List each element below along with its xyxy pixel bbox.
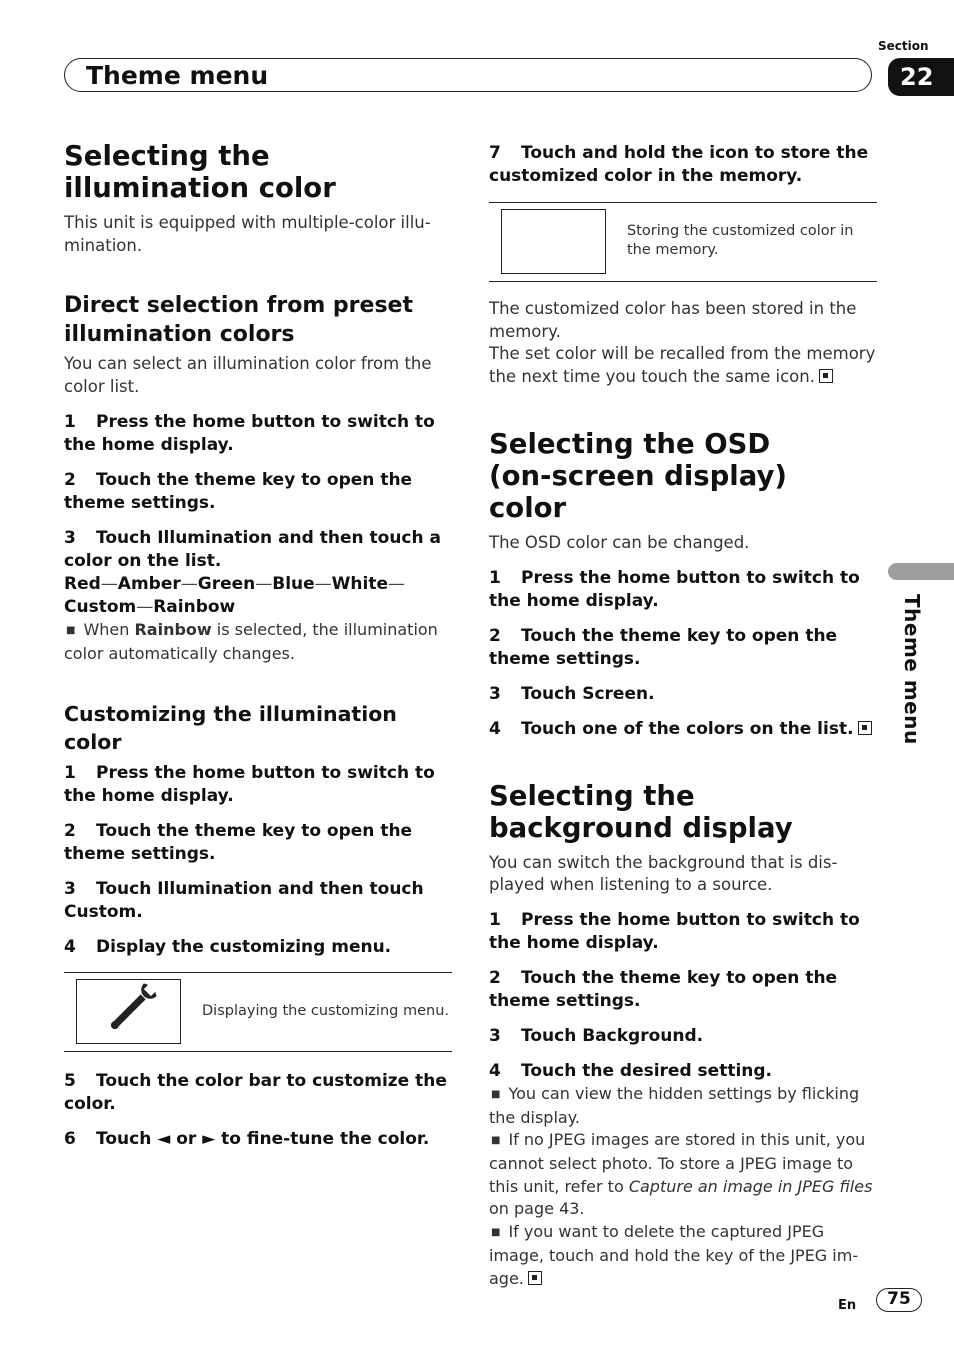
- direct-step-3: 3 Touch Illumination and then touch a color on the list.: [64, 527, 441, 571]
- background-step-4: 4 Touch the desired setting.: [489, 1060, 772, 1081]
- side-tab-marker: [888, 563, 954, 580]
- customizing-menu-figure: [64, 972, 452, 1052]
- custom-step-4: 4 Display the customizing menu.: [64, 937, 392, 958]
- left-column: [64, 140, 452, 1151]
- direct-selection-heading: Direct selection from preset illumination colors: [64, 293, 413, 348]
- page-header-title: Theme menu: [86, 61, 269, 90]
- background-step-1: 1 Press the home button to switch to the home display.: [489, 909, 860, 953]
- section-label: Section: [878, 39, 929, 53]
- osd-step-1: 1 Press the home button to switch to the home display.: [489, 567, 860, 611]
- osd-step-4: 4 Touch one of the colors on the list.: [489, 718, 877, 741]
- background-step-2: 2 Touch the theme key to open the theme settings.: [489, 967, 838, 1011]
- osd-title: Selecting the OSD (on-screen display) color: [489, 427, 787, 524]
- custom-step-2: 2 Touch the theme key to open the theme settings.: [64, 821, 413, 865]
- rainbow-note: ■ When Rainbow is selected, the illumination color automatically changes.: [64, 619, 438, 663]
- color-list: Red—Amber—Green—Blue—White—Custom—Rainbow: [64, 573, 406, 617]
- customizing-figure-caption: Displaying the customizing menu.: [202, 1003, 449, 1020]
- footer-language: En: [838, 1298, 857, 1313]
- background-note-3: ■ If you want to delete the captured JPEG image, touch and hold the key of the JPEG im-age.: [489, 1222, 859, 1288]
- store-color-figure: [489, 202, 877, 282]
- illumination-intro: This unit is equipped with multiple-color illu-mination.: [64, 213, 431, 255]
- custom-step-5: 5 Touch the color bar to customize the color.: [64, 1071, 447, 1115]
- osd-step-3: 3 Touch Screen.: [489, 683, 655, 704]
- store-figure-caption: Storing the customized color in the memory.: [627, 223, 854, 258]
- right-column: [489, 142, 877, 1290]
- direct-step-1: 1 Press the home button to switch to the home display.: [64, 411, 435, 455]
- stored-text: The customized color has been stored in the memory.: [489, 299, 857, 341]
- background-intro: You can switch the background that is dis-played when listening to a source.: [489, 852, 838, 895]
- custom-step-3: 3 Touch Illumination and then touch Custom.: [64, 879, 424, 923]
- background-title: Selecting the background display: [489, 779, 793, 844]
- recall-text: The set color will be recalled from the memory the next time you touch the same icon.: [489, 344, 876, 387]
- footer-page-number: 75: [876, 1288, 922, 1312]
- section-number-badge: 22: [888, 58, 954, 96]
- osd-intro: The OSD color can be changed.: [489, 532, 750, 552]
- direct-selection-intro: You can select an illumination color from the color list.: [64, 354, 432, 397]
- color-icon-placeholder: [501, 209, 606, 274]
- end-mark-icon: [858, 721, 872, 735]
- osd-step-2: 2 Touch the theme key to open the theme settings.: [489, 625, 838, 669]
- end-mark-icon: [819, 369, 833, 383]
- illumination-title: Selecting the illumination color: [64, 140, 336, 204]
- wrench-icon: [76, 979, 181, 1044]
- side-tab-label: Theme menu: [900, 594, 924, 745]
- end-mark-icon: [528, 1271, 542, 1285]
- custom-step-6: 6 Touch ◄ or ► to fine-tune the color.: [64, 1129, 430, 1150]
- custom-step-7: 7 Touch and hold the icon to store the customized color in the memory.: [489, 143, 869, 186]
- customizing-heading: Customizing the illumination color: [64, 702, 397, 755]
- background-note-2: ■ If no JPEG images are stored in this unit, you cannot select photo. To store a JPEG image to this unit, refer to Capture an image in JPEG files on page 43.: [489, 1130, 873, 1219]
- background-note-1: ■ You can view the hidden settings by flicking the display.: [489, 1083, 860, 1127]
- direct-step-2: 2 Touch the theme key to open the theme settings.: [64, 469, 413, 513]
- custom-step-1: 1 Press the home button to switch to the home display.: [64, 763, 435, 807]
- cross-reference-link: Capture an image in JPEG files: [628, 1176, 873, 1196]
- background-step-3: 3 Touch Background.: [489, 1025, 704, 1046]
